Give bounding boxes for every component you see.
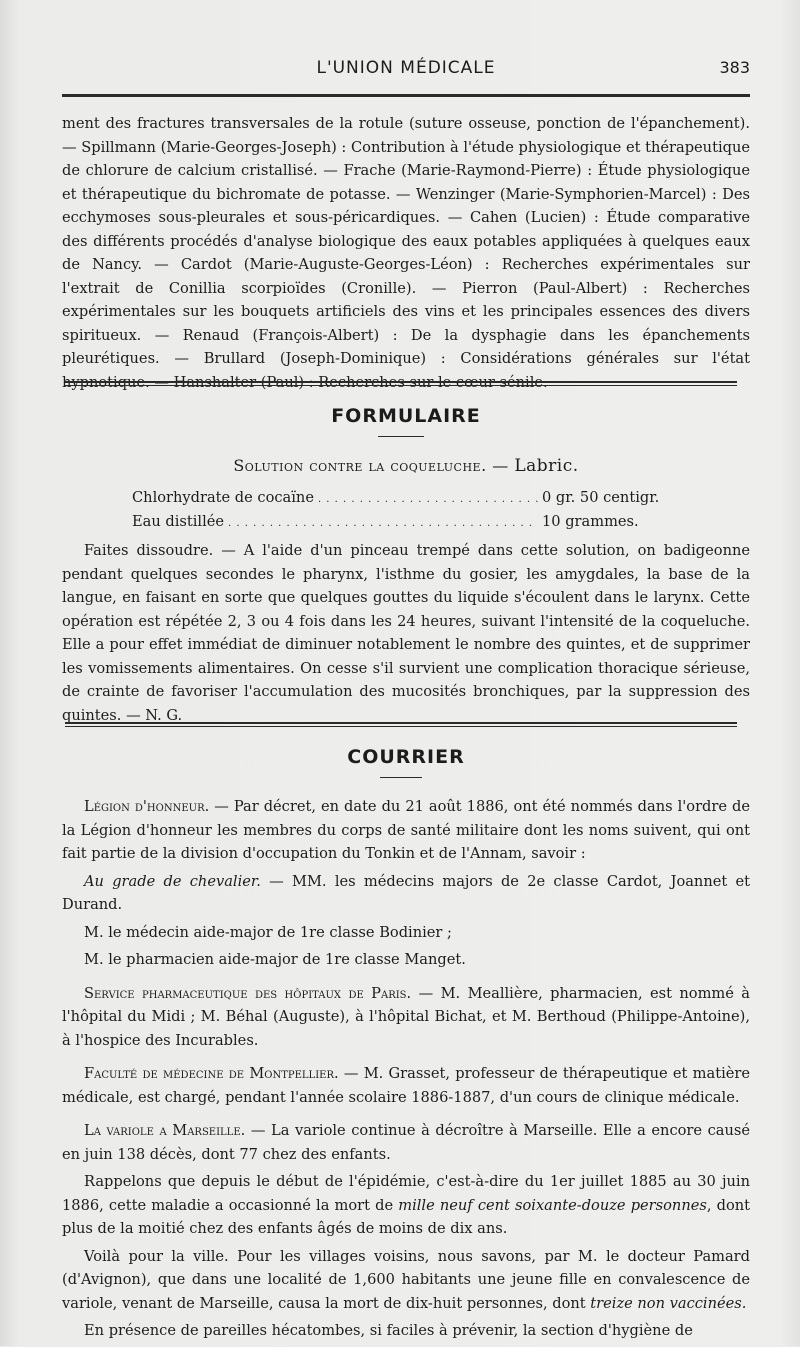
running-title: L'UNION MÉDICALE [316, 58, 496, 78]
variole-paragraph-4: En présence de pareilles hécatombes, si faciles à prévenir, la section d'hygiène de [84, 1322, 693, 1339]
page-header [62, 58, 750, 94]
courrier-section [62, 795, 750, 1347]
nomination-line: M. le pharmacien aide-major de 1re classe Manget. [84, 951, 466, 968]
variole-lead: La variole a Marseille. [84, 1122, 246, 1139]
death-count: mille neuf cent soixante-douze personnes [398, 1196, 707, 1214]
courrier-heading: COURRIER [347, 746, 465, 768]
section-divider [65, 722, 737, 727]
faculte-text: — M. Grasset, professeur de thérapeutique et matière médicale, est chargé, pendant l'année scolaire 1886-1887, d'un cours de clinique médicale. [62, 1065, 750, 1106]
intro-paragraph [62, 112, 750, 394]
faculte-paragraph [62, 1062, 750, 1109]
legion-lead: Légion d'honneur. [84, 798, 210, 815]
unvaccinated-note: treize non vaccinées. [590, 1294, 747, 1312]
leader-dots [228, 511, 538, 535]
ingredient-name: Chlorhydrate de cocaïne [132, 489, 314, 506]
legion-text: — Par décret, en date du 21 août 1886, ont été nommés dans l'ordre de la Légion d'honneur les membres du corps de santé militaire dont les noms suivent, qui ont fait partie de la division d'occupation du Tonkin et de l'Annam, savoir : [62, 798, 750, 862]
ingredient-row [132, 511, 692, 535]
variole-text: , dont plus de la moitié chez des enfants âgés de moins de dix ans. [62, 1196, 751, 1237]
variole-paragraph [62, 1119, 750, 1166]
recipe-title-text: Solution contre la coqueluche. — [233, 456, 509, 475]
ingredient-quantity: 10 grammes. [542, 513, 639, 530]
header-rule [62, 94, 750, 97]
grade-text: — MM. les médecins majors de 2e classe Cardot, Joannet et Durand. [62, 872, 751, 913]
nomination-line: M. le médecin aide-major de 1re classe Bodinier ; [84, 923, 452, 941]
formulaire-heading: FORMULAIRE [331, 405, 481, 427]
heading-underline [380, 777, 422, 778]
variole-paragraph-2 [62, 1170, 750, 1241]
heading-underline [378, 436, 424, 437]
service-paragraph [62, 982, 750, 1053]
service-text: — M. Meallière, pharmacien, est nommé à l'hôpital du Midi ; M. Béhal (Auguste), à l'hôpital Bichat, et M. Berthoud (Philippe-Antoine), à l'hospice des Incurables. [62, 984, 751, 1049]
ingredient-row [132, 487, 692, 511]
ingredient-list [132, 487, 692, 535]
section-divider [65, 381, 737, 386]
service-lead: Service pharmaceutique des hôpitaux de Paris. [84, 984, 412, 1002]
grade-paragraph [62, 870, 750, 917]
ingredient-quantity: 0 gr. 50 centigr. [542, 489, 660, 506]
variole-paragraph-3 [62, 1245, 750, 1316]
leader-dots [318, 487, 538, 511]
ingredient-name: Eau distillée [132, 513, 225, 530]
grade-label: Au grade de chevalier. [84, 872, 261, 890]
recipe-title [62, 456, 750, 476]
faculte-lead: Faculté de médecine de Montpellier. [84, 1065, 339, 1082]
page-number: 383 [719, 58, 750, 77]
variole-text: Voilà pour la ville. Pour les villages voisins, nous savons, par M. le docteur Pamard (d'Avignon), que dans une localité de 1,600 habitants une jeune fille en convalescence de variole, venant de Marseille, causa la mort de dix-huit personnes, dont [62, 1247, 750, 1312]
variole-text: Rappelons que depuis le début de l'épidémie, c'est-à-dire du 1er juillet 1885 au 30 juin 1886, cette maladie a occasionné la mort de [62, 1173, 750, 1214]
instructions-text: Faites dissoudre. — A l'aide d'un pinceau trempé dans cette solution, on badigeonne pendant quelques secondes le pharynx, l'isthme du gosier, les amygdales, la base de la langue, en faisant en sorte que quelques gouttes du liquide s'écoulent dans le larynx. Cette opération est répétée 2, 3 ou 4 fois dans les 24 heures, suivant l'intensité de la coqueluche. Elle a pour effet immédiat de diminuer notablement le nombre des quintes, et de supprimer les vomissements alimentaires. On cesse s'il survient une complication thoracique sérieuse, de crainte de favoriser l'accumulation des mucosités bronchiques, par la suppression des quintes. — N. G. [62, 542, 750, 724]
variole-text: — La variole continue à décroître à Marseille. Elle a encore causé en juin 138 décès, dont 77 chez des enfants. [62, 1122, 750, 1163]
recipe-instructions [62, 539, 750, 727]
recipe-author: Labric. [514, 456, 579, 476]
intro-text: ment des fractures transversales de la rotule (suture osseuse, ponction de l'épanchement). — Spillmann (Marie-Georges-Joseph) : Contribution à l'étude physiologique et thérapeutique de chlorure de calcium cristallisé. — Frache (Marie-Raymond-Pierre) : Étude physiologique et thérapeutique du bichromate de potasse. — Wenzinger (Marie-Symphorien-Marcel) : Des ecchymoses sous-pleurales et sous-péricardiques. — Cahen (Lucien) : Étude comparative des différents procédés d'analyse biologique des eaux potables appliquées à quelques eaux de Nancy. — Cardot (Marie-Auguste-Georges-Léon) : Recherches expérimentales sur l'extrait de Conillia scorpioïdes (Cronille). — Pierron (Paul-Albert) : Recherches expérimentales sur les bouquets artificiels des vins et les principales essences des divers spiritueux. — Renaud (François-Albert) : De la dysphagie dans les épanchements pleurétiques. — Brullard (Joseph-Dominique) : Considérations générales sur l'état hypnotique. — Hanshalter (Paul) : Recherches sur le cœur sénile. [62, 115, 750, 391]
legion-paragraph [62, 795, 750, 866]
